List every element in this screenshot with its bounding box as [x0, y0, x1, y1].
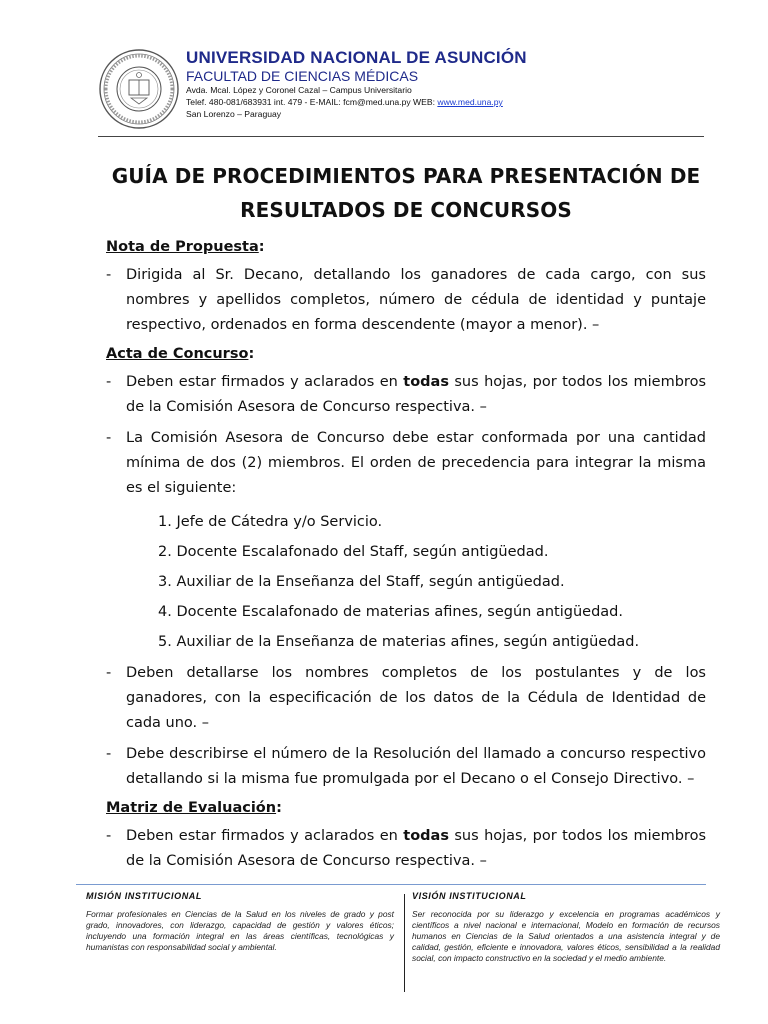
footer	[86, 890, 726, 1000]
item-text-pre: Deben estar firmados y aclarados en	[126, 374, 404, 390]
contact-text: Telef. 480-081/683931 int. 479 - E-MAIL: fcm@med.una.py WEB:	[186, 97, 438, 107]
precedence-item: 3. Auxiliar de la Enseñanza del Staff, según antigüedad.	[158, 574, 565, 590]
address: Avda. Mcal. López y Coronel Cazal – Campus Universitario	[186, 85, 412, 95]
title-line-2: RESULTADOS DE CONCURSOS	[240, 198, 572, 222]
vision-heading: VISIÓN INSTITUCIONAL	[412, 891, 527, 901]
precedence-item: 4. Docente Escalafonado de materias afines, según antigüedad.	[158, 604, 623, 620]
list-item: - Deben estar firmados y aclarados en todas sus hojas, por todos los miembros de la Comisión Asesora de Concurso respectiva. –	[106, 828, 706, 869]
list-item: - Debe describirse el número de la Resolución del llamado a concurso respectivo detallando si la misma fue promulgada por el Decano o el Consejo Directivo. –	[106, 746, 706, 787]
list-item: - Deben estar firmados y aclarados en todas sus hojas, por todos los miembros de la Comisión Asesora de Concurso respectiva. –	[106, 374, 706, 415]
university-seal-icon	[98, 48, 180, 130]
item-text: Debe describirse el número de la Resolución del llamado a concurso respectivo detallando si la misma fue promulgada por el Decano o el Consejo Directivo. –	[126, 746, 706, 787]
university-name: UNIVERSIDAD NACIONAL DE ASUNCIÓN	[186, 48, 527, 67]
section-heading-matriz	[106, 798, 706, 818]
heading-colon: :	[258, 239, 265, 255]
document-title	[106, 159, 706, 227]
list-item: - Dirigida al Sr. Decano, detallando los ganadores de cada cargo, con sus nombres y apellidos completos, número de cédula de identidad y puntaje respectivo, ordenados en forma descendente (mayor a menor). –	[106, 267, 706, 333]
location: San Lorenzo – Paraguay	[186, 109, 282, 119]
document-body	[106, 155, 706, 880]
precedence-item: 1. Jefe de Cátedra y/o Servicio.	[158, 514, 383, 530]
title-line-1: GUÍA DE PROCEDIMIENTOS PARA PRESENTACIÓN DE	[111, 164, 701, 188]
item-text-bold: todas	[403, 828, 449, 844]
heading-text: Nota de Propuesta	[106, 239, 259, 255]
heading-colon: :	[276, 800, 282, 816]
item-text: La Comisión Asesora de Concurso debe estar conformada por una cantidad mínima de dos (2) miembros. El orden de precedencia para integrar la misma es el siguiente:	[126, 430, 706, 496]
footer-divider	[76, 884, 706, 885]
vision-block	[412, 890, 720, 964]
item-text-post: sus hojas, por todos los miembros de la Comisión Asesora de Concurso respectiva. –	[126, 374, 706, 415]
item-text-pre: Deben estar firmados y aclarados en	[126, 828, 404, 844]
item-text: Deben detallarse los nombres completos de los postulantes y de los ganadores, con la especificación de los datos de la Cédula de Identidad de cada uno. –	[126, 665, 706, 731]
mission-block	[86, 890, 394, 953]
mission-heading: MISIÓN INSTITUCIONAL	[86, 891, 202, 901]
header-divider	[98, 136, 704, 137]
precedence-item: 2. Docente Escalafonado del Staff, según antigüedad.	[158, 544, 549, 560]
heading-text: Matriz de Evaluación	[106, 800, 277, 816]
item-text-post: sus hojas, por todos los miembros de la Comisión Asesora de Concurso respectiva. –	[126, 828, 706, 869]
contact-line	[186, 96, 706, 108]
footer-column-divider	[404, 894, 405, 992]
item-text-bold: todas	[403, 374, 449, 390]
heading-colon: :	[248, 346, 255, 362]
faculty-name: FACULTAD DE CIENCIAS MÉDICAS	[186, 68, 419, 84]
mission-text: Formar profesionales en Ciencias de la Salud en los niveles de grado y post grado, innovadores, con liderazgo, capacidad de gestión y valores éticos; incluyendo una formación integral en las áreas científicas, tecnológicas y humanistas con responsabilidad social y ambiental.	[86, 909, 394, 952]
precedence-list	[158, 507, 706, 657]
list-item: - La Comisión Asesora de Concurso debe estar conformada por una cantidad mínima de dos (2) miembros. El orden de precedencia para integrar la misma es el siguiente:	[106, 430, 706, 496]
section-heading-nota	[106, 237, 706, 257]
heading-text: Acta de Concurso	[106, 346, 249, 362]
section-heading-acta	[106, 344, 706, 364]
web-link[interactable]: www.med.una.py	[437, 97, 503, 107]
item-text: Dirigida al Sr. Decano, detallando los ganadores de cada cargo, con sus nombres y apellidos completos, número de cédula de identidad y puntaje respectivo, ordenados en forma descendente (mayor a menor). –	[126, 267, 706, 333]
vision-text: Ser reconocida por su liderazgo y excelencia en programas académicos y científicos a nivel nacional e internacional, Modelo en formación de recursos humanos en Ciencias de la Salud orientados a una asistencia integral y de calidad, gestión, eficiente e innovadora, valores éticos, sensibilidad a la realidad social, con impacto constructivo en la sociedad y el medio ambiente.	[412, 909, 720, 963]
letterhead	[98, 42, 698, 132]
list-item: - Deben detallarse los nombres completos de los postulantes y de los ganadores, con la especificación de los datos de la Cédula de Identidad de cada uno. –	[106, 665, 706, 731]
precedence-item: 5. Auxiliar de la Enseñanza de materias afines, según antigüedad.	[158, 634, 640, 650]
